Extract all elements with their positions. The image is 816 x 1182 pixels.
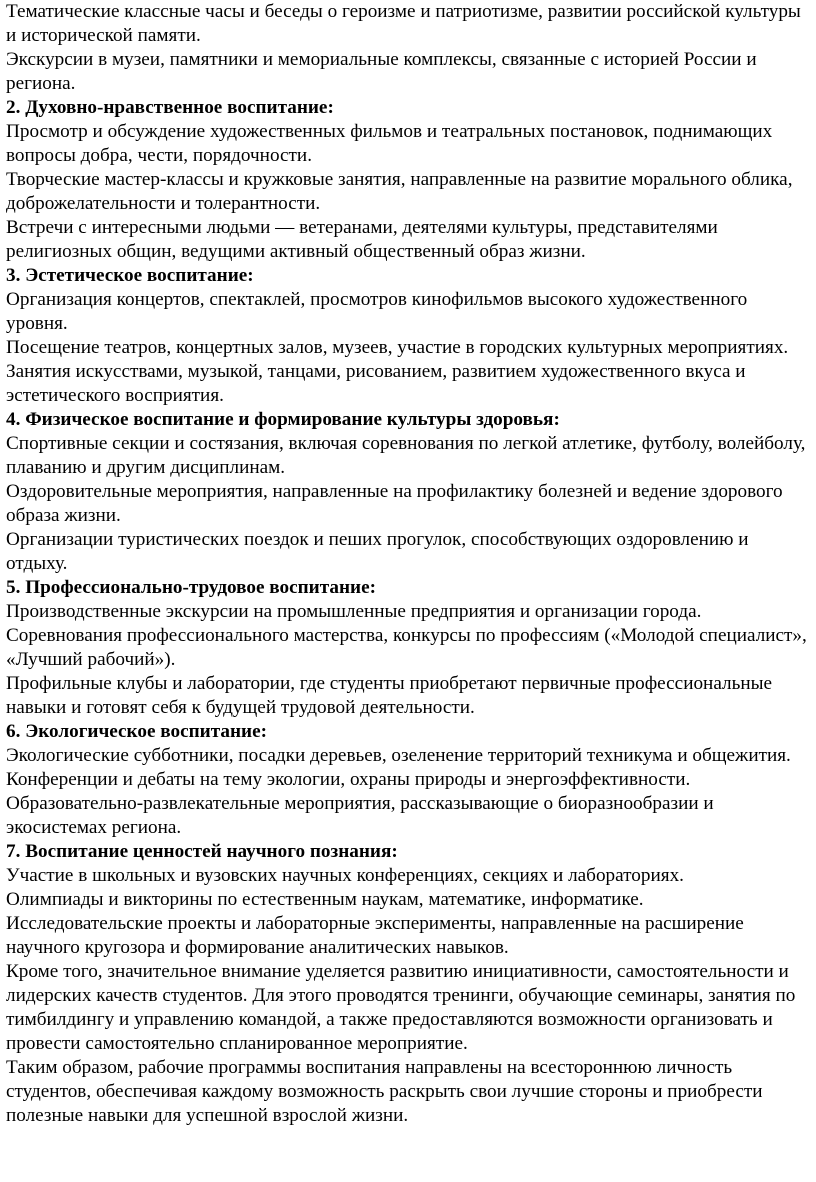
- section-heading: 2. Духовно-нравственное воспитание:: [6, 97, 334, 118]
- closing-paragraph: Таким образом, рабочие программы воспитания направлены на всестороннюю личность студентов, обеспечивая каждому возможность раскрыть свои лучшие стороны и приобрести полезные навыки для успешной взрослой жизни.: [6, 1057, 763, 1126]
- section-item: Соревнования профессионального мастерства, конкурсы по профессиям («Молодой специалист», «Лучший рабочий»).: [6, 625, 807, 670]
- section-item: Образовательно-развлекательные мероприятия, рассказывающие о биоразнообразии и экосистемах региона.: [6, 793, 714, 838]
- section-item: Конференции и дебаты на тему экологии, охраны природы и энергоэффективности.: [6, 769, 691, 790]
- section-item: Организации туристических поездок и пеших прогулок, способствующих оздоровлению и отдыху.: [6, 529, 749, 574]
- section-item: Производственные экскурсии на промышленные предприятия и организации города.: [6, 601, 702, 622]
- section-item: Встречи с интересными людьми — ветеранами, деятелями культуры, представителями религиозных общин, ведущими активный общественный образ жизни.: [6, 217, 718, 262]
- section-item: Творческие мастер-классы и кружковые занятия, направленные на развитие морального облика, доброжелательности и толерантности.: [6, 169, 793, 214]
- section-heading: 6. Экологическое воспитание:: [6, 721, 267, 742]
- section-item: Посещение театров, концертных залов, музеев, участие в городских культурных мероприятиях.: [6, 337, 789, 358]
- section-scientific: [6, 840, 812, 960]
- section-heading: 3. Эстетическое воспитание:: [6, 265, 254, 286]
- section-physical: [6, 408, 812, 576]
- intro-paragraph: Тематические классные часы и беседы о героизме и патриотизме, развитии российской культуры и исторической памяти.: [6, 1, 801, 46]
- section-item: Участие в школьных и вузовских научных конференциях, секциях и лабораториях.: [6, 865, 684, 886]
- section-item: Просмотр и обсуждение художественных фильмов и театральных постановок, поднимающих вопросы добра, чести, порядочности.: [6, 121, 773, 166]
- section-item: Исследовательские проекты и лабораторные эксперименты, направленные на расширение научного кругозора и формирование аналитических навыков.: [6, 913, 744, 958]
- section-item: Спортивные секции и состязания, включая соревнования по легкой атлетике, футболу, волейболу, плаванию и другим дисциплинам.: [6, 433, 806, 478]
- section-heading: 5. Профессионально-трудовое воспитание:: [6, 577, 376, 598]
- section-item: Организация концертов, спектаклей, просмотров кинофильмов высокого художественного уровня.: [6, 289, 748, 334]
- section-aesthetic: [6, 264, 812, 408]
- closing-paragraph: Кроме того, значительное внимание уделяется развитию инициативности, самостоятельности и лидерских качеств студентов. Для этого проводятся тренинги, обучающие семинары, занятия по тимбилдингу и управлению командой, а также предоставляются возможности организовать и провести самостоятельно спланированное мероприятие.: [6, 961, 796, 1054]
- section-ecological: [6, 720, 812, 840]
- section-item: Занятия искусствами, музыкой, танцами, рисованием, развитием художественного вкуса и эстетического восприятия.: [6, 361, 746, 406]
- section-heading: 4. Физическое воспитание и формирование культуры здоровья:: [6, 409, 560, 430]
- section-heading: 7. Воспитание ценностей научного познания:: [6, 841, 398, 862]
- intro-paragraph: Экскурсии в музеи, памятники и мемориальные комплексы, связанные с историей России и региона.: [6, 49, 757, 94]
- document-body: [6, 0, 812, 1128]
- section-spiritual: [6, 96, 812, 264]
- section-item: Олимпиады и викторины по естественным наукам, математике, информатике.: [6, 889, 644, 910]
- section-item: Оздоровительные мероприятия, направленные на профилактику болезней и ведение здорового образа жизни.: [6, 481, 783, 526]
- section-item: Экологические субботники, посадки деревьев, озеленение территорий техникума и общежития.: [6, 745, 791, 766]
- section-item: Профильные клубы и лаборатории, где студенты приобретают первичные профессиональные навыки и готовят себя к будущей трудовой деятельности.: [6, 673, 773, 718]
- section-professional: [6, 576, 812, 720]
